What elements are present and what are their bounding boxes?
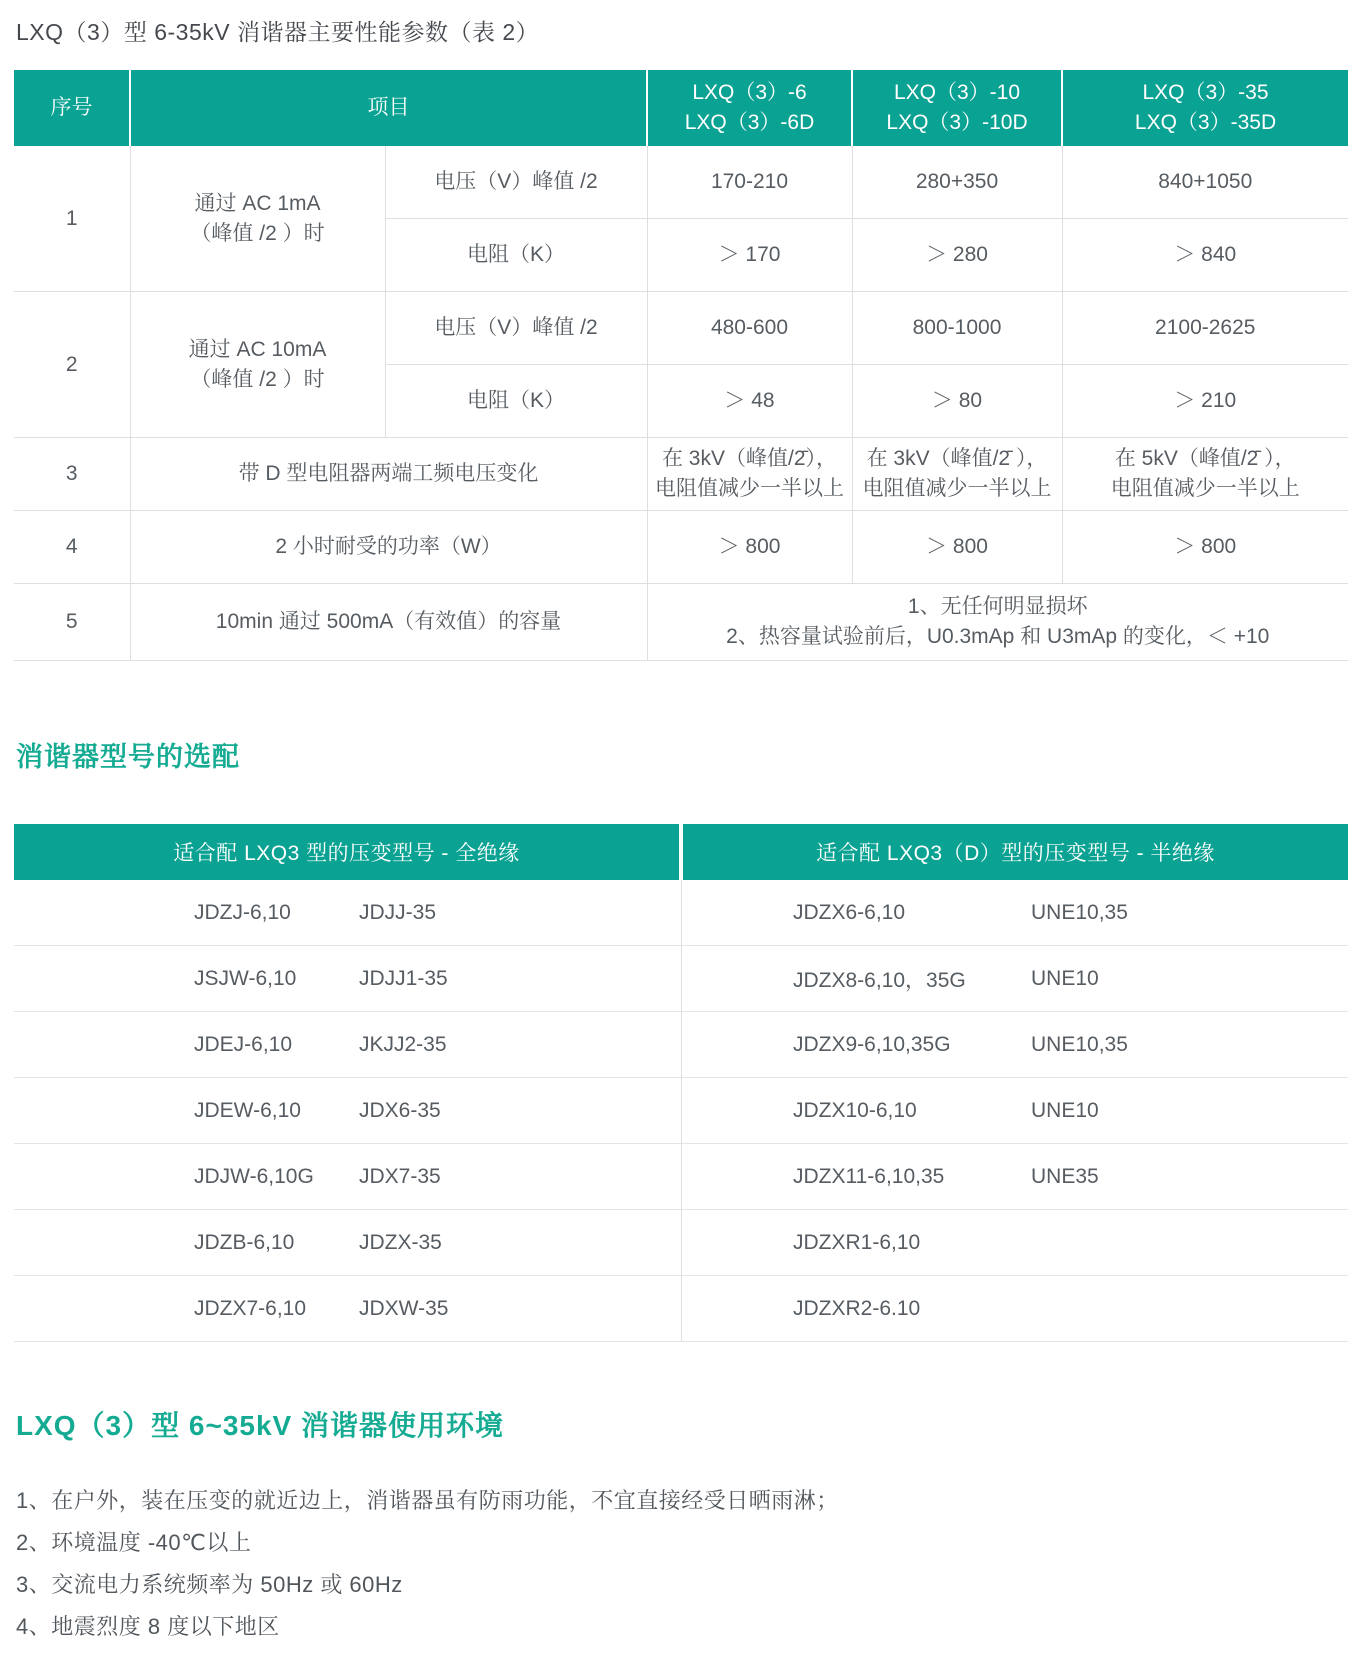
selection-table <box>14 824 1348 1342</box>
model-cell: UNE10 <box>1031 966 1099 990</box>
model-cell: JDEW-6,10 <box>194 1098 301 1122</box>
model-cell: JDX7-35 <box>359 1164 441 1188</box>
table-row <box>14 880 681 946</box>
model-cell: JDJJ-35 <box>359 900 437 924</box>
table-row <box>14 1078 681 1144</box>
item-line: 通过 AC 10mA <box>188 337 327 361</box>
cell-value: 800-1000 <box>852 292 1062 365</box>
model-name: LXQ（3）-10 <box>893 81 1021 104</box>
model-name: LXQ（3）-35 <box>1142 81 1269 104</box>
model-name: LXQ（3）-35D <box>1134 111 1277 134</box>
header-col-model-35 <box>1062 70 1348 146</box>
model-cell: JDJW-6,10G <box>194 1164 314 1188</box>
cell-value <box>1062 438 1348 511</box>
cell-value: ＞ 800 <box>647 511 852 584</box>
table-row <box>681 1144 1348 1210</box>
model-cell: JDZB-6,10 <box>194 1230 295 1254</box>
sub-item-label: 电压（V）峰值 /2 <box>385 146 647 219</box>
model-cell: UNE10,35 <box>1031 1032 1128 1056</box>
header-col-model-6 <box>647 70 852 146</box>
row-item <box>130 292 385 438</box>
sub-item-label: 电阻（K） <box>385 219 647 292</box>
header-col-index: 序号 <box>14 70 130 146</box>
table-row <box>14 292 1348 365</box>
cell-value: ＞ 48 <box>647 365 852 438</box>
table-row <box>681 946 1348 1012</box>
header-col-item: 项目 <box>130 70 647 146</box>
cell-value: ＞ 800 <box>1062 511 1348 584</box>
environment-list-item: 2、环境温度 -40℃以上 <box>16 1530 252 1555</box>
item-line: 通过 AC 1mA <box>194 191 321 215</box>
table-row <box>681 880 1348 946</box>
model-cell: JKJJ2-35 <box>359 1032 447 1056</box>
sub-item-label: 电阻（K） <box>385 365 647 438</box>
model-name: LXQ（3）-6D <box>684 111 815 134</box>
result-line: 2、热容量试验前后，U0.3mAp 和 U3mAp 的变化，＜ +10 <box>726 625 1270 648</box>
model-cell: JDXW-35 <box>359 1296 449 1320</box>
table-row <box>14 1276 681 1342</box>
table-divider <box>681 880 682 1342</box>
cell-value: 280+350 <box>852 146 1062 219</box>
model-cell: JDZX-35 <box>359 1230 442 1254</box>
model-cell: UNE10,35 <box>1031 900 1128 924</box>
row-item: 2 小时耐受的功率（W） <box>130 511 647 584</box>
model-cell: JDZX10-6,10 <box>793 1098 917 1122</box>
cell-value: ＞ 210 <box>1062 365 1348 438</box>
spec-table <box>14 70 1348 661</box>
table-row <box>14 946 681 1012</box>
model-cell: JDEJ-6,10 <box>194 1032 293 1056</box>
row-item: 带 D 型电阻器两端工频电压变化 <box>130 438 647 511</box>
model-cell: UNE35 <box>1031 1164 1099 1188</box>
page-title: LXQ（3）型 6-35kV 消谐器主要性能参数（表 2） <box>16 19 540 45</box>
result-line: 1、无任何明显损坏 <box>907 595 1088 618</box>
selection-table-right <box>681 824 1348 1342</box>
selection-left-header: 适合配 LXQ3 型的压变型号 - 全绝缘 <box>14 824 679 880</box>
table-row <box>681 1012 1348 1078</box>
environment-list-item: 3、交流电力系统频率为 50Hz 或 60Hz <box>16 1572 403 1597</box>
cell-value: 170-210 <box>647 146 852 219</box>
selection-table-left <box>14 824 681 1342</box>
cell-value <box>647 438 852 511</box>
selection-right-header: 适合配 LXQ3（D）型的压变型号 - 半绝缘 <box>683 824 1348 880</box>
model-cell: JDZX6-6,10 <box>793 900 906 924</box>
cell-value: 2100-2625 <box>1062 292 1348 365</box>
table-row <box>14 438 1348 511</box>
cond-line: 在 5kV（峰值/2̄ ）， <box>1114 447 1296 470</box>
cell-value: ＞ 800 <box>852 511 1062 584</box>
spec-header-row <box>14 70 1348 146</box>
item-line: （峰值 /2 ）时 <box>190 221 325 245</box>
table-row <box>681 1210 1348 1276</box>
cell-value: ＞ 80 <box>852 365 1062 438</box>
row-item: 10min 通过 500mA（有效值）的容量 <box>130 584 647 661</box>
cond-line: 电阻值减少一半以上 <box>1110 477 1300 500</box>
item-line: （峰值 /2 ）时 <box>190 367 325 391</box>
table-row <box>681 1276 1348 1342</box>
sub-item-label: 电压（V）峰值 /2 <box>385 292 647 365</box>
environment-list <box>16 1480 1361 1648</box>
cell-value: ＞ 170 <box>647 219 852 292</box>
environment-list-item: 4、地震烈度 8 度以下地区 <box>16 1614 280 1639</box>
environment-heading: LXQ（3）型 6~35kV 消谐器使用环境 <box>16 1410 505 1441</box>
cell-value: 480-600 <box>647 292 852 365</box>
cond-line: 在 3kV（峰值/2̄ ）， <box>866 447 1048 470</box>
selection-heading: 消谐器型号的选配 <box>16 742 240 772</box>
table-row <box>14 1144 681 1210</box>
model-name: LXQ（3）-6 <box>692 81 807 104</box>
model-cell: JDZXR2-6.10 <box>793 1296 921 1320</box>
model-cell: JSJW-6,10 <box>194 966 297 990</box>
cell-value: ＞ 840 <box>1062 219 1348 292</box>
header-col-model-10 <box>852 70 1062 146</box>
table-row <box>14 1012 681 1078</box>
cell-value-merged <box>647 584 1348 661</box>
model-cell: UNE10 <box>1031 1098 1099 1122</box>
row-index: 3 <box>14 438 130 511</box>
row-index: 4 <box>14 511 130 584</box>
table-row <box>14 146 1348 219</box>
cond-line: 在 3kV（峰值/2̄）， <box>661 447 838 470</box>
environment-list-item: 1、在户外，装在压变的就近边上，消谐器虽有防雨功能，不宜直接经受日晒雨淋； <box>16 1488 839 1513</box>
row-index: 1 <box>14 146 130 292</box>
model-cell: JDZX9-6,10,35G <box>793 1032 951 1056</box>
cond-line: 电阻值减少一半以上 <box>655 477 844 500</box>
table-row <box>14 1210 681 1276</box>
row-item <box>130 146 385 292</box>
table-row <box>681 1078 1348 1144</box>
model-cell: JDZX11-6,10,35 <box>793 1164 945 1188</box>
model-name: LXQ（3）-10D <box>886 111 1028 134</box>
model-cell: JDZX8-6,10，35G <box>793 968 966 992</box>
model-cell: JDZJ-6,10 <box>194 900 291 924</box>
table-row <box>14 584 1348 661</box>
cell-value <box>852 438 1062 511</box>
row-index: 2 <box>14 292 130 438</box>
cell-value: 840+1050 <box>1062 146 1348 219</box>
cell-value: ＞ 280 <box>852 219 1062 292</box>
row-index: 5 <box>14 584 130 661</box>
model-cell: JDZXR1-6,10 <box>793 1230 921 1254</box>
model-cell: JDX6-35 <box>359 1098 441 1122</box>
cond-line: 电阻值减少一半以上 <box>862 477 1052 500</box>
model-cell: JDJJ1-35 <box>359 966 448 990</box>
model-cell: JDZX7-6,10 <box>194 1296 307 1320</box>
table-row <box>14 511 1348 584</box>
